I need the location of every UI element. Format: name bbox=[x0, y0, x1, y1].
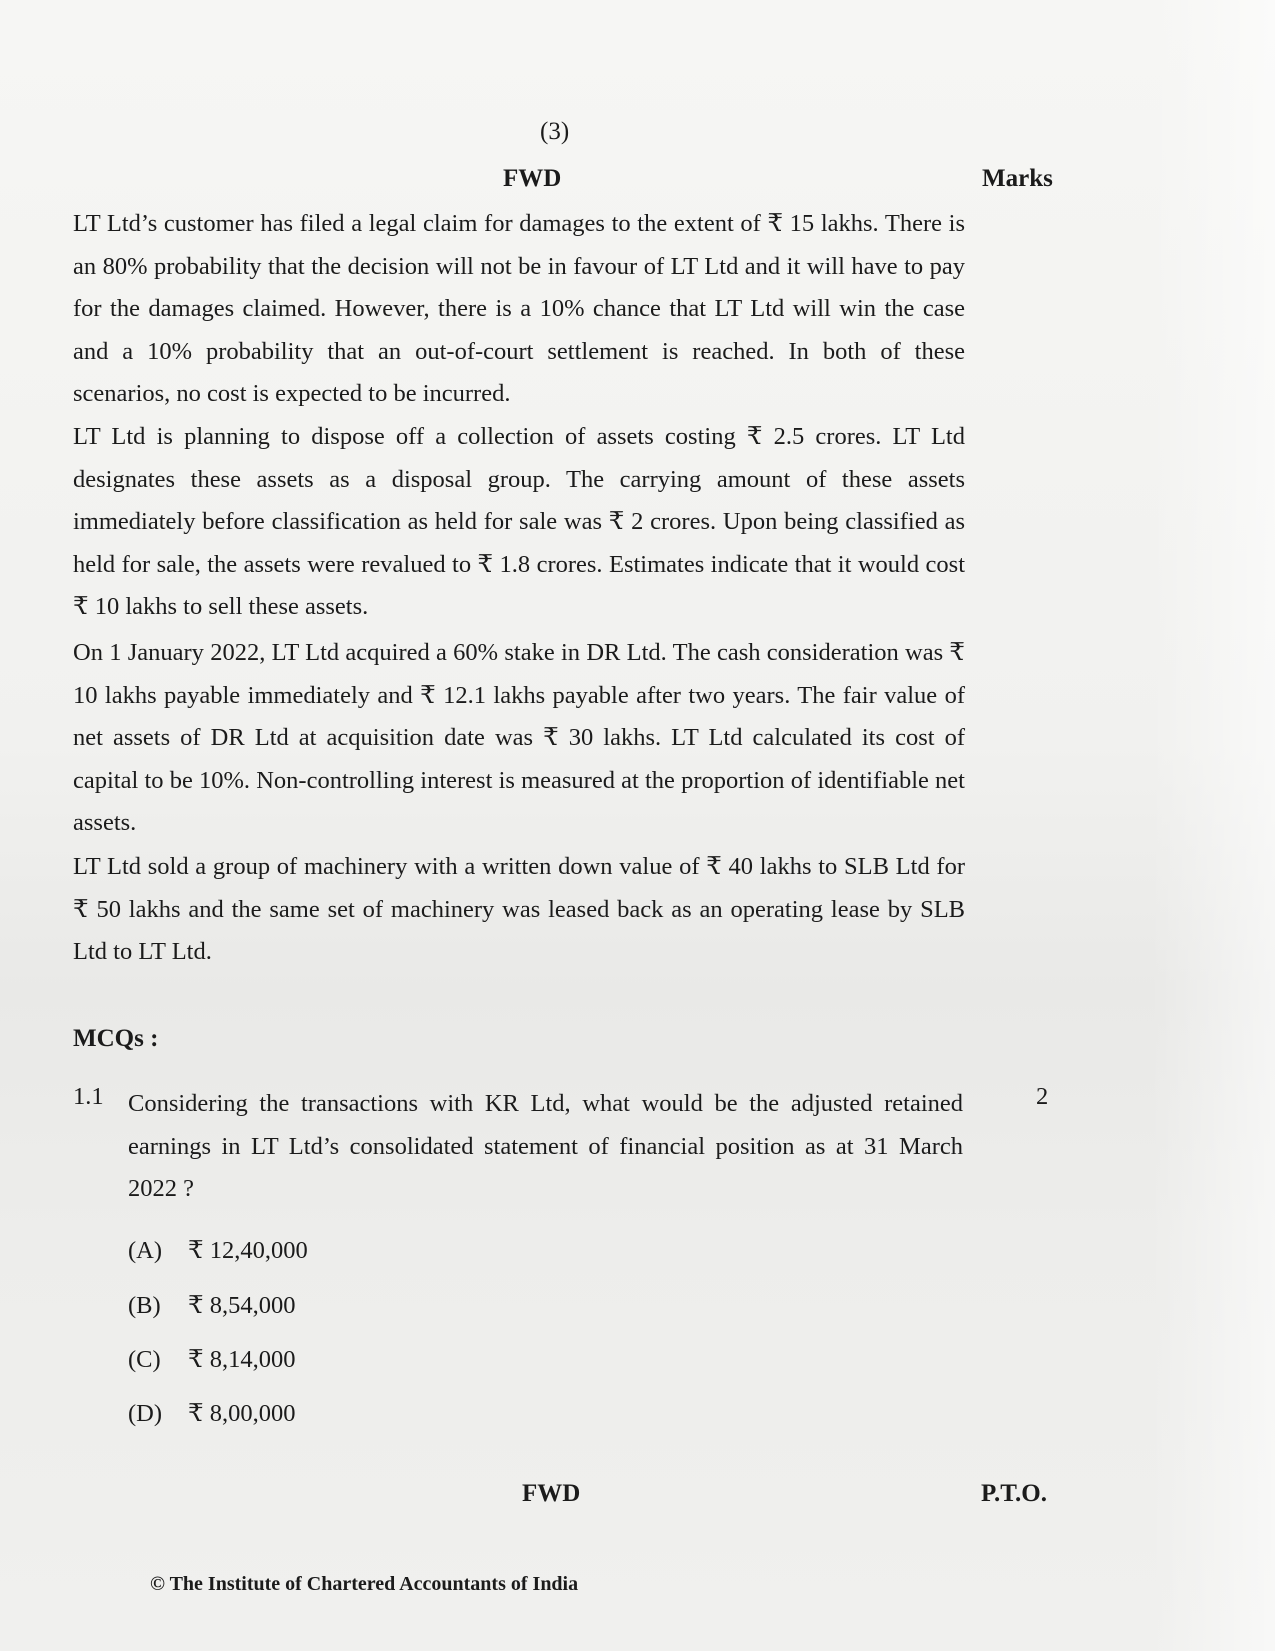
question-marks: 2 bbox=[1036, 1083, 1049, 1110]
paragraph-acquisition: On 1 January 2022, LT Ltd acquired a 60% stake in DR Ltd. The cash consideration was ₹ 10 lakhs payable immediately and ₹ 12.1 lakhs payable after two years. The fair value of net assets of DR Ltd at acquisition date was ₹ 30 lakhs. LT Ltd calculated its cost of capital to be 10%. Non-controlling interest is measured at the proportion of identifiable net assets. bbox=[73, 639, 965, 836]
option-label: (B) bbox=[128, 1292, 161, 1319]
option-b bbox=[128, 1290, 295, 1320]
option-label: (A) bbox=[128, 1237, 163, 1264]
mcq-heading: MCQs : bbox=[73, 1025, 159, 1052]
option-label: (C) bbox=[128, 1346, 161, 1373]
paragraph-legal-claim: LT Ltd’s customer has filed a legal claim for damages to the extent of ₹ 15 lakhs. There is an 80% probability that the decision will not be in favour of LT Ltd and it will have to pay for the damages claimed. However, there is a 10% chance that LT Ltd will win the case and a 10% probability that an out-of-court settlement is reached. In both of these scenarios, no cost is expected to be incurred. bbox=[73, 210, 965, 407]
option-value: ₹ 8,14,000 bbox=[188, 1346, 296, 1373]
footer-pto: P.T.O. bbox=[981, 1480, 1047, 1507]
option-value: ₹ 8,54,000 bbox=[188, 1292, 296, 1319]
page-margin-shade bbox=[1150, 0, 1275, 1651]
option-a bbox=[128, 1235, 308, 1265]
option-label: (D) bbox=[128, 1400, 163, 1427]
page-number: (3) bbox=[540, 118, 570, 145]
option-d bbox=[128, 1398, 295, 1428]
copyright-notice: © The Institute of Chartered Accountants of India bbox=[150, 1573, 579, 1595]
option-value: ₹ 8,00,000 bbox=[188, 1400, 296, 1427]
question-number: 1.1 bbox=[73, 1083, 104, 1110]
option-c bbox=[128, 1344, 295, 1374]
paragraph-sale-leaseback: LT Ltd sold a group of machinery with a written down value of ₹ 40 lakhs to SLB Ltd for ₹ 50 lakhs and the same set of machinery was leased back as an operating lease by SLB Ltd to LT Ltd. bbox=[73, 853, 965, 965]
footer-paper-code: FWD bbox=[522, 1480, 581, 1507]
option-value: ₹ 12,40,000 bbox=[188, 1237, 308, 1264]
question-text: Considering the transactions with KR Ltd, what would be the adjusted retained earnings in LT Ltd’s consolidated statement of financial position as at 31 March 2022 ? bbox=[128, 1090, 963, 1202]
marks-column-label: Marks bbox=[982, 165, 1053, 192]
paragraph-disposal-group: LT Ltd is planning to dispose off a collection of assets costing ₹ 2.5 crores. LT Ltd designates these assets as a disposal group. The carrying amount of these assets immediately before classification as held for sale was ₹ 2 crores. Upon being classified as held for sale, the assets were revalued to ₹ 1.8 crores. Estimates indicate that it would cost ₹ 10 lakhs to sell these assets. bbox=[73, 423, 965, 620]
header-paper-code: FWD bbox=[503, 165, 562, 192]
